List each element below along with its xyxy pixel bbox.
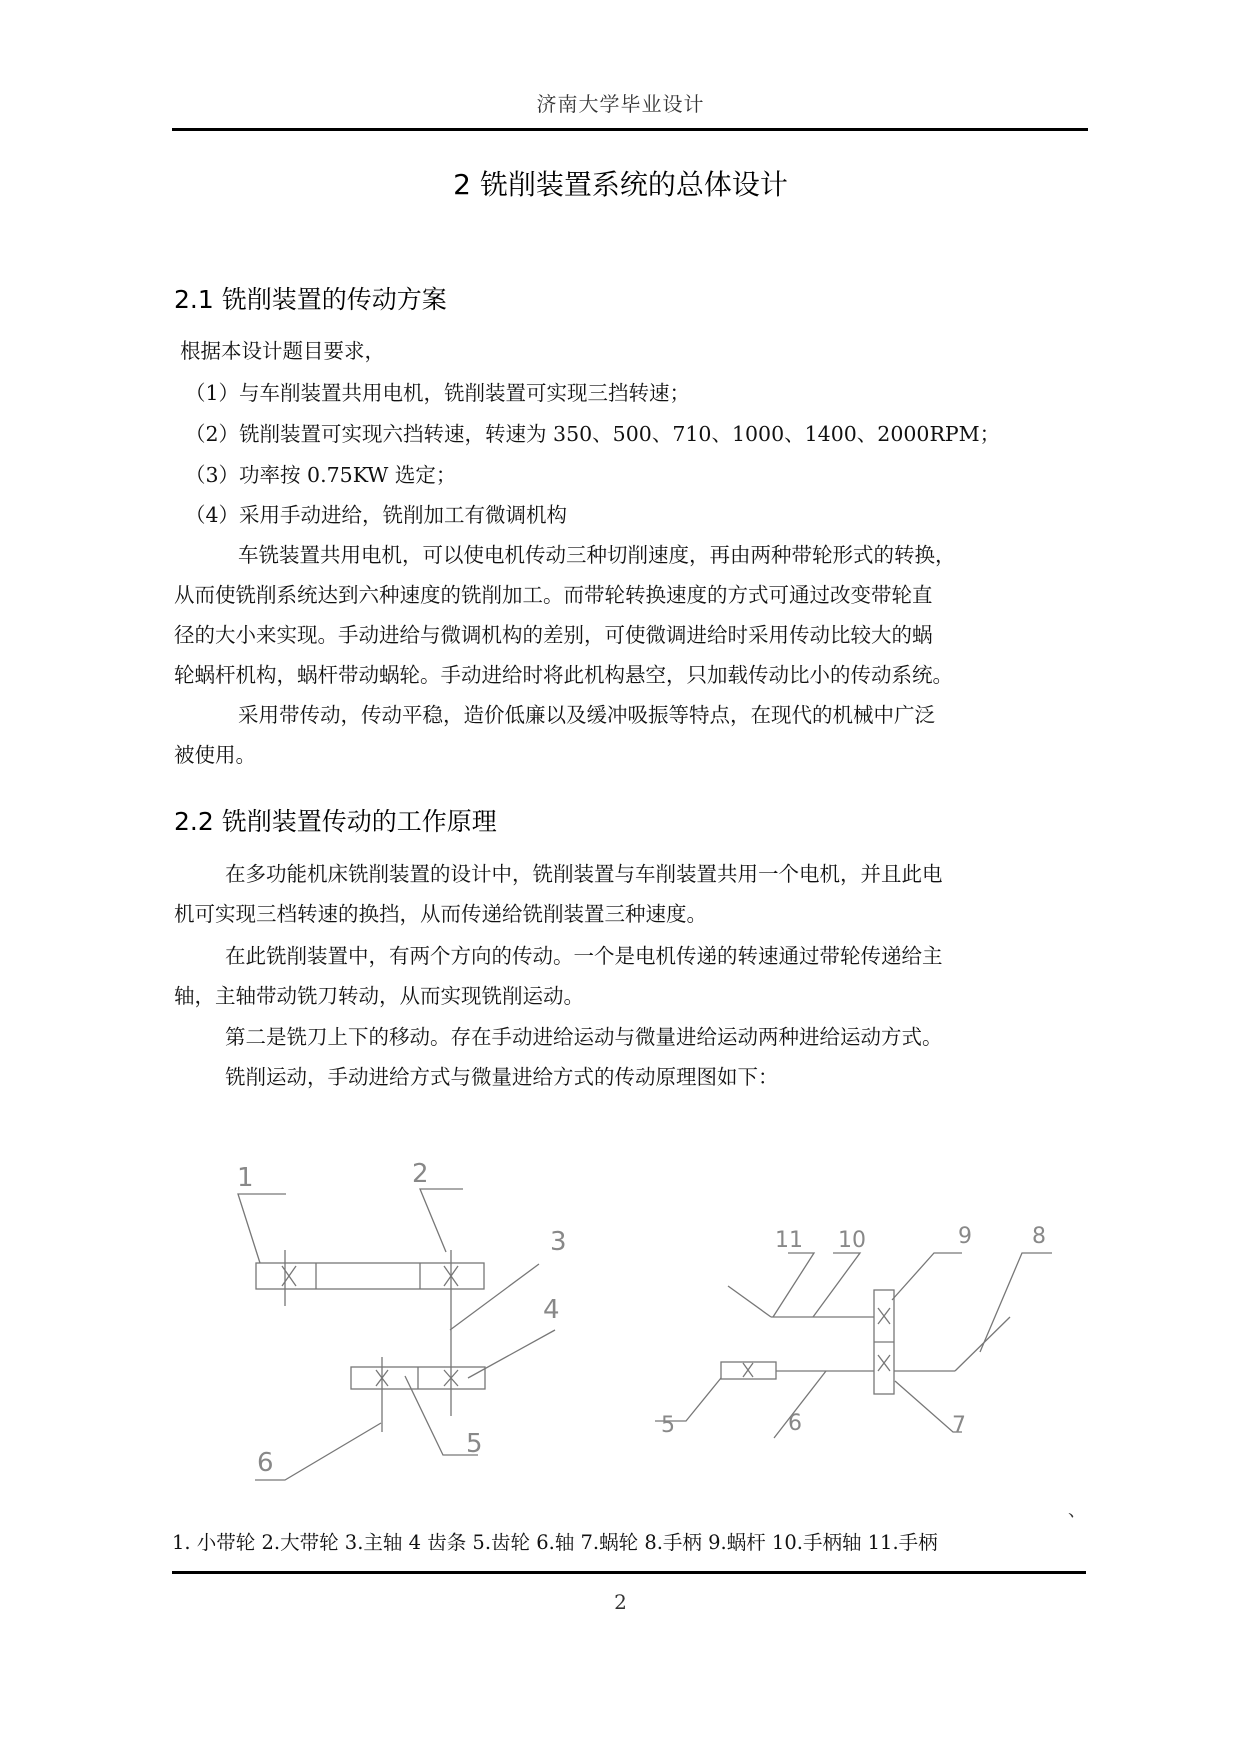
- paragraph-line: 车铣装置共用电机，可以使电机传动三种切削速度，再由两种带轮形式的转换，: [238, 543, 956, 567]
- diagram-label: 6: [257, 1448, 274, 1478]
- paragraph-line: 轴，主轴带动铣刀转动，从而实现铣削运动。: [174, 984, 584, 1008]
- left-mechanism-diagram: [238, 1189, 555, 1480]
- diagram-label: 5: [661, 1413, 675, 1438]
- paragraph-line: 从而使铣削系统达到六种速度的铣削加工。而带轮转换速度的方式可通过改变带轮直: [174, 583, 933, 607]
- diagram-label: 11: [775, 1228, 803, 1253]
- section-heading-2-2: 2.2 铣削装置传动的工作原理: [174, 807, 497, 836]
- paragraph-line: 在此铣削装置中，有两个方向的传动。一个是电机传递的转速通过带轮传递给主: [225, 944, 943, 968]
- paragraph-line: 机可实现三档转速的换挡，从而传递给铣削装置三种速度。: [174, 902, 707, 926]
- diagram-label: 8: [1032, 1224, 1046, 1249]
- paragraph-line: 铣削运动，手动进给方式与微量进给方式的传动原理图如下：: [225, 1065, 779, 1089]
- requirement-item: （3）功率按 0.75KW 选定；: [185, 463, 457, 487]
- stray-mark: 、: [1068, 1500, 1086, 1521]
- diagram-label: 9: [958, 1224, 972, 1249]
- section-heading-2-1: 2.1 铣削装置的传动方案: [174, 285, 447, 314]
- requirement-item: （2）铣削装置可实现六挡转速，转速为 350、500、710、1000、1400、2000RPM；: [185, 422, 1001, 446]
- page-header-title: 济南大学毕业设计: [536, 92, 705, 116]
- right-mechanism-diagram: [655, 1253, 1052, 1438]
- page-number: 2: [614, 1590, 627, 1614]
- diagram-label: 5: [466, 1429, 483, 1459]
- diagram-label: 10: [838, 1228, 866, 1253]
- paragraph-line: 第二是铣刀上下的移动。存在手动进给运动与微量进给运动两种进给运动方式。: [225, 1025, 943, 1049]
- paragraph-line: 在多功能机床铣削装置的设计中，铣削装置与车削装置共用一个电机，并且此电: [225, 862, 943, 886]
- diagram-label: 3: [550, 1227, 567, 1257]
- footer-rule: [172, 1571, 1086, 1574]
- left-diagram-labels: [237, 1159, 567, 1478]
- chapter-title: 2 铣削装置系统的总体设计: [453, 168, 788, 201]
- belt-pulleys: [256, 1263, 484, 1289]
- paragraph-line: 采用带传动，传动平稳，造价低廉以及缓冲吸振等特点，在现代的机械中广泛: [238, 703, 935, 727]
- paragraph-line: 被使用。: [174, 743, 256, 767]
- paragraph-line: 径的大小来实现。手动进给与微调机构的差别，可使微调进给时采用传动比较大的蜗: [174, 623, 933, 647]
- diagram-label: 4: [543, 1295, 560, 1325]
- requirement-item: （4）采用手动进给，铣削加工有微调机构: [185, 503, 568, 527]
- diagram-label: 1: [237, 1163, 254, 1193]
- diagram-label: 6: [788, 1411, 802, 1436]
- diagram-label: 2: [412, 1159, 429, 1189]
- figure-caption: 1. 小带轮 2.大带轮 3.主轴 4 齿条 5.齿轮 6.轴 7.蜗轮 8.手柄 9.蜗杆 10.手柄轴 11.手柄: [172, 1531, 938, 1554]
- paragraph-line: 轮蜗杆机构，蜗杆带动蜗轮。手动进给时将此机构悬空，只加载传动比小的传动系统。: [174, 663, 953, 687]
- section1-intro: 根据本设计题目要求，: [180, 339, 385, 363]
- diagram-label: 7: [952, 1413, 966, 1438]
- requirement-item: （1）与车削装置共用电机，铣削装置可实现三挡转速；: [185, 381, 691, 405]
